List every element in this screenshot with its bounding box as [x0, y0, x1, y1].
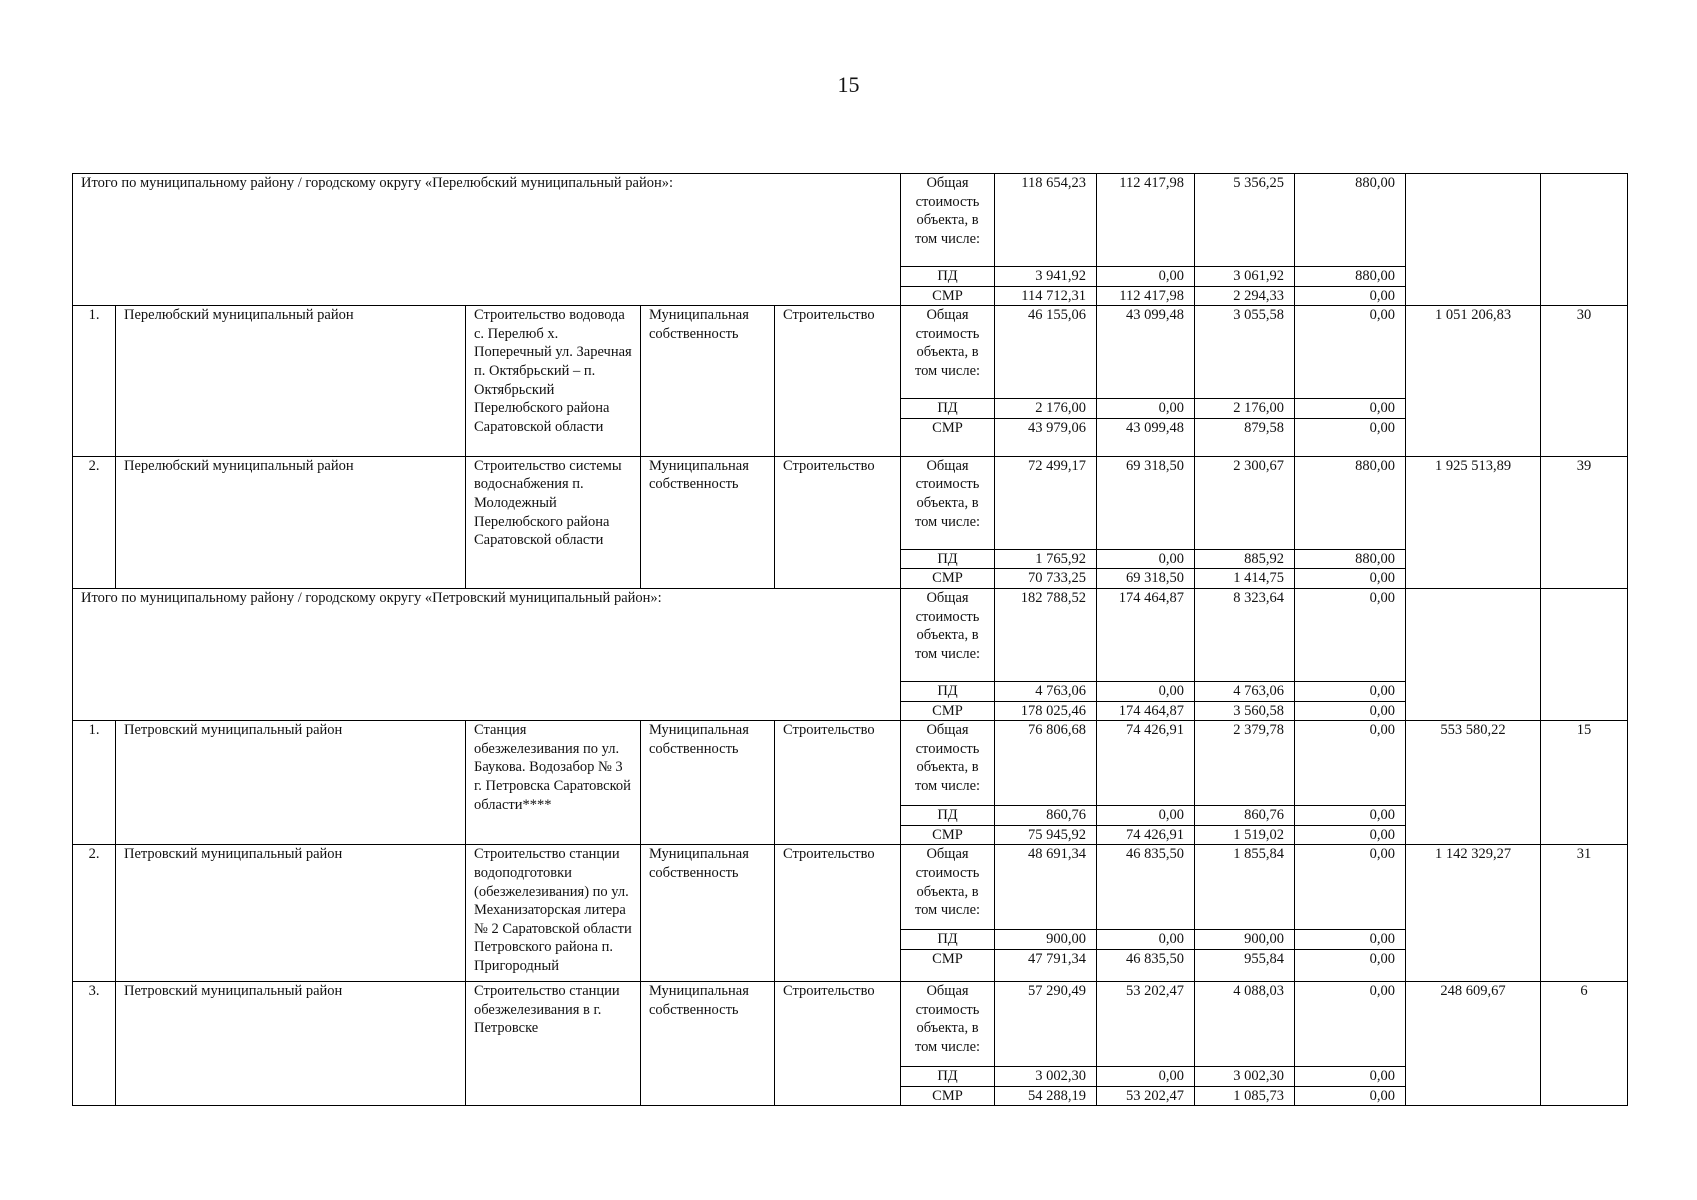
item-district: Петровский муниципальный район	[116, 845, 466, 982]
value-pd-col9: 0,00	[1295, 930, 1406, 950]
item-object: Строительство системы водоснабжения п. Молодежный Перелюбского района Саратовской области	[466, 456, 641, 588]
value-pd-col7: 0,00	[1097, 930, 1195, 950]
value-total-col8: 2 379,78	[1195, 721, 1295, 806]
item-col10: 1 051 206,83	[1406, 306, 1541, 457]
item-work-type: Строительство	[775, 306, 901, 457]
item-object: Строительство водовода с. Перелюб х. Поперечный ул. Заречная п. Октябрьский – п. Октябрьский Перелюбского района Саратовской области	[466, 306, 641, 457]
value-smr-col9: 0,00	[1295, 418, 1406, 456]
value-total-col7: 74 426,91	[1097, 721, 1195, 806]
item-work-type: Строительство	[775, 456, 901, 588]
cost-type-total: Общая стоимость объекта, в том числе:	[901, 174, 995, 267]
item-district: Петровский муниципальный район	[116, 981, 466, 1105]
value-total-col7: 43 099,48	[1097, 306, 1195, 399]
value-total-col8: 3 055,58	[1195, 306, 1295, 399]
value-total-col8: 2 300,67	[1195, 456, 1295, 549]
value-pd-col6: 2 176,00	[995, 399, 1097, 419]
value-smr-col6: 75 945,92	[995, 825, 1097, 845]
value-smr-col7: 112 417,98	[1097, 286, 1195, 306]
value-total-col7: 53 202,47	[1097, 981, 1195, 1066]
value-total-col8: 1 855,84	[1195, 845, 1295, 930]
value-total-col7: 112 417,98	[1097, 174, 1195, 267]
value-pd-col7: 0,00	[1097, 549, 1195, 569]
value-pd-col9: 0,00	[1295, 806, 1406, 826]
item-col10: 1 142 329,27	[1406, 845, 1541, 982]
value-smr-col6: 47 791,34	[995, 949, 1097, 981]
value-smr-col9: 0,00	[1295, 701, 1406, 721]
value-smr-col7: 74 426,91	[1097, 825, 1195, 845]
value-pd-col7: 0,00	[1097, 267, 1195, 287]
value-total-col6: 118 654,23	[995, 174, 1097, 267]
item-col11: 15	[1541, 721, 1628, 845]
value-pd-col8: 860,76	[1195, 806, 1295, 826]
value-smr-col9: 0,00	[1295, 1086, 1406, 1106]
value-total-col9: 0,00	[1295, 721, 1406, 806]
item-work-type: Строительство	[775, 721, 901, 845]
total-empty-col11	[1541, 174, 1628, 306]
value-smr-col6: 114 712,31	[995, 286, 1097, 306]
section-total-row	[73, 588, 1628, 681]
item-district: Перелюбский муниципальный район	[116, 456, 466, 588]
item-object: Строительство станции обезжелезивания в г. Петровске	[466, 981, 641, 1105]
item-number: 2.	[73, 456, 116, 588]
value-pd-col9: 0,00	[1295, 399, 1406, 419]
cost-type-smr: СМР	[901, 418, 995, 456]
total-empty-col10	[1406, 174, 1541, 306]
item-number: 1.	[73, 721, 116, 845]
value-smr-col9: 0,00	[1295, 286, 1406, 306]
item-ownership: Муниципальная собственность	[641, 721, 775, 845]
value-smr-col6: 178 025,46	[995, 701, 1097, 721]
cost-type-pd: ПД	[901, 399, 995, 419]
value-total-col9: 0,00	[1295, 306, 1406, 399]
value-total-col6: 48 691,34	[995, 845, 1097, 930]
item-district: Перелюбский муниципальный район	[116, 306, 466, 457]
item-row	[73, 456, 1628, 549]
value-total-col7: 69 318,50	[1097, 456, 1195, 549]
value-total-col6: 182 788,52	[995, 588, 1097, 681]
item-row	[73, 981, 1628, 1066]
section-total-label: Итого по муниципальному району / городскому округу «Петровский муниципальный район»:	[73, 588, 901, 720]
cost-type-pd: ПД	[901, 1066, 995, 1086]
value-smr-col8: 3 560,58	[1195, 701, 1295, 721]
item-ownership: Муниципальная собственность	[641, 456, 775, 588]
value-pd-col6: 4 763,06	[995, 681, 1097, 701]
value-pd-col6: 860,76	[995, 806, 1097, 826]
item-col11: 30	[1541, 306, 1628, 457]
value-pd-col9: 0,00	[1295, 681, 1406, 701]
value-smr-col9: 0,00	[1295, 825, 1406, 845]
item-ownership: Муниципальная собственность	[641, 845, 775, 982]
value-pd-col7: 0,00	[1097, 806, 1195, 826]
value-smr-col6: 43 979,06	[995, 418, 1097, 456]
item-col10: 553 580,22	[1406, 721, 1541, 845]
value-pd-col6: 1 765,92	[995, 549, 1097, 569]
value-smr-col6: 70 733,25	[995, 569, 1097, 589]
cost-type-smr: СМР	[901, 569, 995, 589]
item-row	[73, 721, 1628, 806]
item-row	[73, 845, 1628, 930]
cost-type-smr: СМР	[901, 825, 995, 845]
value-pd-col9: 0,00	[1295, 1066, 1406, 1086]
value-total-col8: 8 323,64	[1195, 588, 1295, 681]
value-total-col6: 76 806,68	[995, 721, 1097, 806]
cost-type-total: Общая стоимость объекта, в том числе:	[901, 456, 995, 549]
value-total-col7: 46 835,50	[1097, 845, 1195, 930]
value-smr-col8: 1 085,73	[1195, 1086, 1295, 1106]
value-pd-col6: 3 941,92	[995, 267, 1097, 287]
cost-type-pd: ПД	[901, 806, 995, 826]
value-smr-col7: 69 318,50	[1097, 569, 1195, 589]
item-col11: 6	[1541, 981, 1628, 1105]
value-total-col9: 0,00	[1295, 845, 1406, 930]
cost-type-total: Общая стоимость объекта, в том числе:	[901, 981, 995, 1066]
cost-type-smr: СМР	[901, 701, 995, 721]
item-ownership: Муниципальная собственность	[641, 981, 775, 1105]
item-work-type: Строительство	[775, 981, 901, 1105]
value-smr-col7: 174 464,87	[1097, 701, 1195, 721]
value-total-col9: 0,00	[1295, 981, 1406, 1066]
value-pd-col6: 900,00	[995, 930, 1097, 950]
item-col10: 1 925 513,89	[1406, 456, 1541, 588]
value-pd-col6: 3 002,30	[995, 1066, 1097, 1086]
total-empty-col10	[1406, 588, 1541, 720]
value-total-col6: 72 499,17	[995, 456, 1097, 549]
cost-type-total: Общая стоимость объекта, в том числе:	[901, 588, 995, 681]
page-number: 15	[837, 72, 860, 97]
item-object: Станция обезжелезивания по ул. Баукова. Водозабор № 3 г. Петровска Саратовской области****	[466, 721, 641, 845]
value-pd-col8: 900,00	[1195, 930, 1295, 950]
item-ownership: Муниципальная собственность	[641, 306, 775, 457]
value-smr-col6: 54 288,19	[995, 1086, 1097, 1106]
value-smr-col7: 53 202,47	[1097, 1086, 1195, 1106]
item-work-type: Строительство	[775, 845, 901, 982]
cost-type-smr: СМР	[901, 949, 995, 981]
value-pd-col8: 885,92	[1195, 549, 1295, 569]
item-col10: 248 609,67	[1406, 981, 1541, 1105]
value-pd-col8: 3 002,30	[1195, 1066, 1295, 1086]
item-col11: 39	[1541, 456, 1628, 588]
value-pd-col8: 3 061,92	[1195, 267, 1295, 287]
value-smr-col8: 879,58	[1195, 418, 1295, 456]
value-pd-col7: 0,00	[1097, 399, 1195, 419]
value-smr-col7: 46 835,50	[1097, 949, 1195, 981]
cost-type-total: Общая стоимость объекта, в том числе:	[901, 845, 995, 930]
value-total-col9: 880,00	[1295, 174, 1406, 267]
value-smr-col9: 0,00	[1295, 569, 1406, 589]
item-object: Строительство станции водоподготовки (обезжелезивания) по ул. Механизаторская литера № 2 Саратовской области Петровского района п. Пригородный	[466, 845, 641, 982]
section-total-row	[73, 174, 1628, 267]
cost-type-total: Общая стоимость объекта, в том числе:	[901, 306, 995, 399]
value-total-col9: 0,00	[1295, 588, 1406, 681]
value-pd-col8: 2 176,00	[1195, 399, 1295, 419]
cost-type-pd: ПД	[901, 267, 995, 287]
value-pd-col9: 880,00	[1295, 549, 1406, 569]
cost-type-total: Общая стоимость объекта, в том числе:	[901, 721, 995, 806]
value-total-col7: 174 464,87	[1097, 588, 1195, 681]
item-number: 3.	[73, 981, 116, 1105]
value-pd-col8: 4 763,06	[1195, 681, 1295, 701]
value-smr-col8: 1 414,75	[1195, 569, 1295, 589]
value-smr-col8: 1 519,02	[1195, 825, 1295, 845]
value-pd-col9: 880,00	[1295, 267, 1406, 287]
value-smr-col8: 955,84	[1195, 949, 1295, 981]
value-smr-col7: 43 099,48	[1097, 418, 1195, 456]
value-total-col6: 57 290,49	[995, 981, 1097, 1066]
cost-type-pd: ПД	[901, 930, 995, 950]
value-total-col8: 4 088,03	[1195, 981, 1295, 1066]
item-row	[73, 306, 1628, 399]
section-total-label: Итого по муниципальному району / городскому округу «Перелюбский муниципальный район»:	[73, 174, 901, 306]
value-pd-col7: 0,00	[1097, 681, 1195, 701]
budget-table	[72, 173, 1628, 1106]
item-number: 1.	[73, 306, 116, 457]
cost-type-smr: СМР	[901, 286, 995, 306]
item-col11: 31	[1541, 845, 1628, 982]
cost-type-smr: СМР	[901, 1086, 995, 1106]
value-smr-col8: 2 294,33	[1195, 286, 1295, 306]
cost-type-pd: ПД	[901, 549, 995, 569]
value-total-col6: 46 155,06	[995, 306, 1097, 399]
value-total-col8: 5 356,25	[1195, 174, 1295, 267]
item-district: Петровский муниципальный район	[116, 721, 466, 845]
value-pd-col7: 0,00	[1097, 1066, 1195, 1086]
total-empty-col11	[1541, 588, 1628, 720]
item-number: 2.	[73, 845, 116, 982]
cost-type-pd: ПД	[901, 681, 995, 701]
value-smr-col9: 0,00	[1295, 949, 1406, 981]
value-total-col9: 880,00	[1295, 456, 1406, 549]
